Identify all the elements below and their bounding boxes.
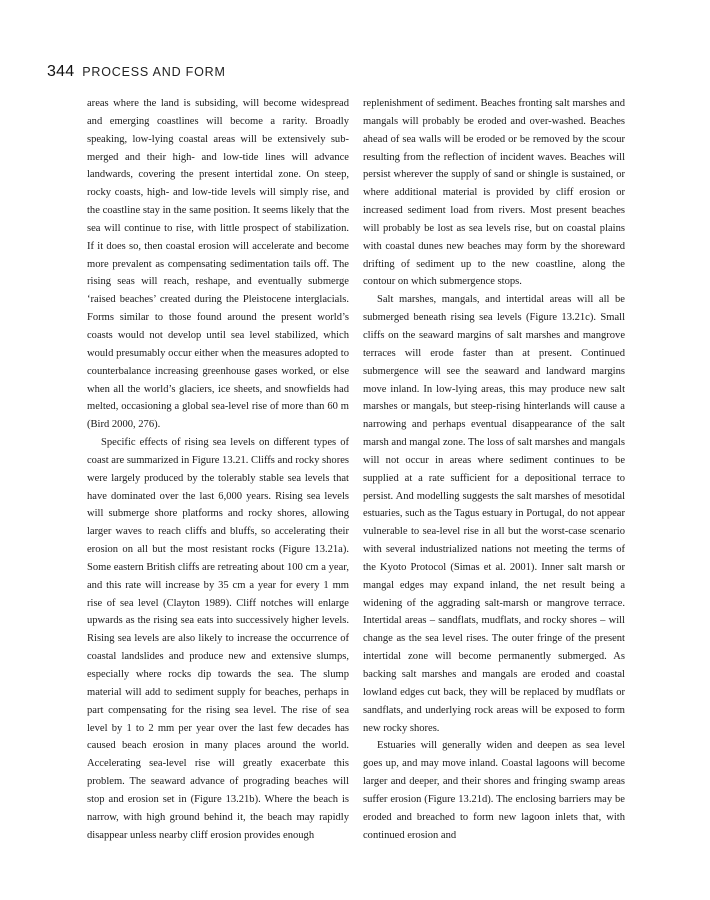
page-number: 344 bbox=[47, 63, 75, 80]
right-paragraph-2: Salt marshes, mangals, and intertidal areas will all be submerged beneath rising sea levels (Figure 13.21c). Small cliffs on the seaward margins of salt marshes and mangrove terraces will erode faster than at present. Continued submergence will see the seaward and landward margins move inland. In low-lying areas, this may produce new salt marshes or mangals, but steep-rising hinterlands will cause a narrowing and perhaps eventual disappearance of the salt marsh and mangal zone. The loss of salt marshes and mangals will not occur in areas where sediment continues to be supplied at a rate sufficient for a depositional terrace to persist. And modelling suggests the salt marshes of mesotidal estuaries, such as the Tagus estuary in Portugal, do not appear vulnerable to sea-level rise in all but the worst-case scenario with several industrialized nations not meeting the terms of the Kyoto Protocol (Simas et al. 2001). Inner salt marsh or mangal edges may expand inland, the net result being a widening of the aggrading salt-marsh or mangrove terrace. Intertidal areas – sandflats, mudflats, and rocky shores – will change as the sea level rises. The outer fringe of the present intertidal zone will become permanently submerged. As backing salt marshes and mangals are eroded and coastal lowland edges cut back, they will be replaced by mudflats or sandflats, and underlying rock areas will be exposed to form new rocky shores. bbox=[363, 294, 625, 734]
page-header bbox=[47, 63, 226, 81]
left-paragraph-2: Specific effects of rising sea levels on different types of coast are summarized in Figure 13.21. Cliffs and rocky shores were largely produced by the tolerably stable sea levels that have dominated over the last 6,000 years. Rising sea levels will submerge shore platforms and rocky shores, allowing larger waves to reach cliffs and bluffs, so accelerating their erosion on all but the most resistant rocks (Figure 13.21a). Some eastern British cliffs are retreating about 100 cm a year, and this rate will increase by 35 cm a year for every 1 mm rise of sea level (Clayton 1989). Cliff notches will enlarge upwards as the rising sea eats into successively higher levels. Rising sea levels are also likely to increase the occurrence of coastal landslides and produce new and extensive slumps, especially where rocks dip towards the sea. The slump material will add to sediment supply for beaches, perhaps in part compensating for the rising sea level. The rise of sea level by 1 to 2 mm per year over the last few decades has caused beach erosion in many places around the world. Accelerating sea-level rise will greatly exacerbate this problem. The seaward advance of prograding beaches will stop and erosion set in (Figure 13.21b). Where the beach is narrow, with high ground behind it, the beach may rapidly disappear unless nearby cliff erosion provides enough bbox=[87, 437, 349, 841]
left-paragraph-1: areas where the land is subsiding, will become widespread and emerging coastlines will become a rarity. Broadly speaking, low-lying coastal areas will be extensively submerged and their high- and low-tide lines will advance landwards, covering the present intertidal zone. On steep, rocky coasts, high- and low-tide levels will simply rise, and the coastline stay in the same position. It seems likely that the sea will continue to rise, with little prospect of stabilization. If it does so, then coastal erosion will accelerate and become more prevalent as compensating sedimentation tails off. The rising seas will reach, reshape, and eventually submerge ‘raised beaches’ created during the Pleistocene interglacials. Forms similar to those found around the present world’s coasts would not develop until sea level stabilized, which would presumably occur either when the measures adopted to counterbalance increasing greenhouse gases worked, or else when all the world’s glaciers, ice sheets, and snowfields had melted, occasioning a global sea-level rise of more than 60 m (Bird 2000, 276). bbox=[87, 98, 349, 431]
right-paragraph-3: Estuaries will generally widen and deepen as sea level goes up, and may move inland. Coastal lagoons will become larger and deeper, and their shores and fringing swamp areas suffer erosion (Figure 13.21d). The enclosing barriers may be eroded and breached to form new lagoon inlets that, with continued erosion and bbox=[363, 740, 625, 841]
right-paragraph-1: replenishment of sediment. Beaches fronting salt marshes and mangals will probably be eroded and over-washed. Beaches ahead of sea walls will be eroded or be removed by the scour resulting from the reflection of incident waves. Beaches will persist wherever the supply of sand or shingle is sustained, or where additional material is provided by cliff erosion or increased sediment load from rivers. Most present beaches will probably be lost as sea levels rise, but on coastal plains with coastal dunes new beaches may form by the shoreward drifting of sediment up to the new coastline, along the contour on which submergence stops. bbox=[363, 98, 625, 288]
right-column bbox=[363, 95, 625, 844]
left-column bbox=[87, 95, 349, 844]
running-title: PROCESS AND FORM bbox=[82, 65, 226, 79]
